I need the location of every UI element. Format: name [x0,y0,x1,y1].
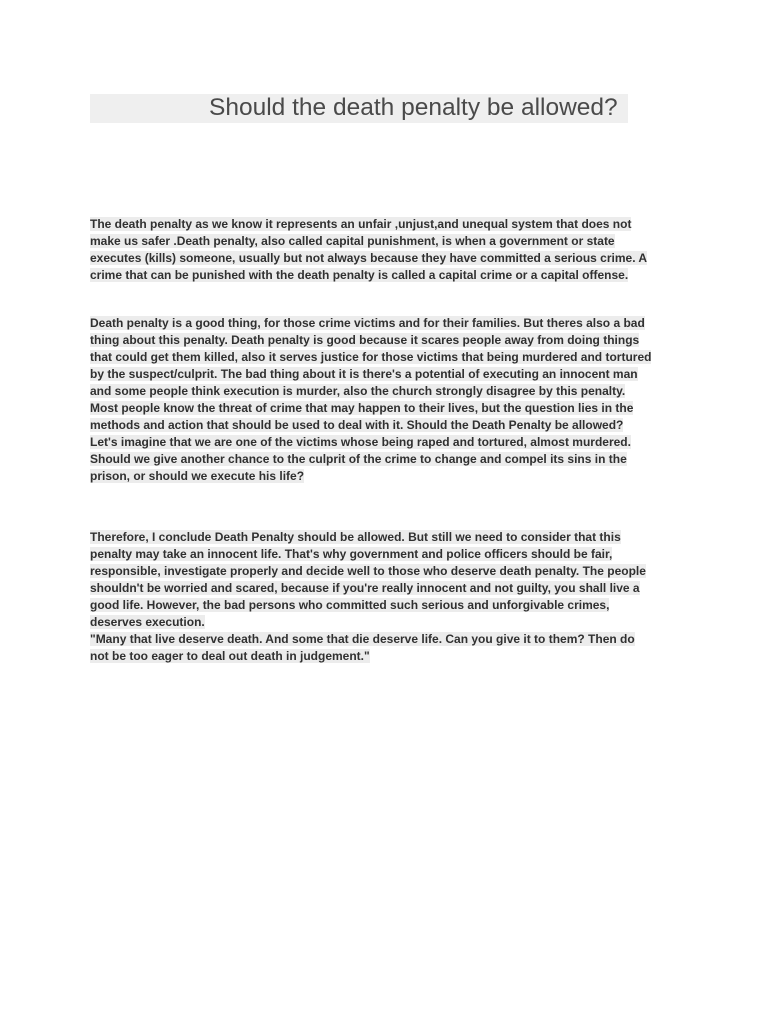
page-title: Should the death penalty be allowed? [209,94,618,121]
text-line [90,631,690,648]
text-line [90,546,690,563]
text-line-content: Let's imagine that we are one of the victims whose being raped and tortured, almost murdered. [90,435,631,449]
text-line [90,417,690,434]
text-line [90,614,690,631]
text-line [90,250,690,267]
text-line [90,383,690,400]
text-line-content: make us safer .Death penalty, also called capital punishment, is when a government or state [90,234,615,248]
text-line [90,648,690,665]
text-line-content: responsible, investigate properly and decide well to those who deserve death penalty. The people [90,564,646,578]
text-line [90,580,690,597]
text-line-content: crime that can be punished with the death penalty is called a capital crime or a capital offense. [90,268,629,282]
text-line-content: "Many that live deserve death. And some that die deserve life. Can you give it to them? Then do [90,632,635,646]
text-line [90,468,690,485]
text-line [90,267,690,284]
text-line-content: penalty may take an innocent life. That's why government and police officers should be fair, [90,547,613,561]
text-line-content: good life. However, the bad persons who committed such serious and unforgivable crimes, [90,598,610,612]
text-line-content: Most people know the threat of crime that may happen to their lives, but the question lies in the [90,401,634,415]
text-line [90,451,690,468]
paragraph-intro [90,216,690,284]
text-line [90,529,690,546]
text-line-content: and some people think execution is murder, also the church strongly disagree by this penalty. [90,384,626,398]
text-line-content: methods and action that should be used to deal with it. Should the Death Penalty be allowed? [90,418,624,432]
text-line [90,434,690,451]
text-line-content: thing about this penalty. Death penalty is good because it scares people away from doing things [90,333,640,347]
paragraph-conclusion [90,529,690,665]
text-line [90,332,690,349]
text-line [90,400,690,417]
text-line-content: Death penalty is a good thing, for those crime victims and for their families. But theres also a bad [90,316,645,330]
text-line-content: The death penalty as we know it represents an unfair ,unjust,and unequal system that does not [90,217,632,231]
text-line-content: deserves execution. [90,615,205,629]
text-line-content: not be too eager to deal out death in judgement." [90,649,370,663]
text-line [90,216,690,233]
text-line-content: by the suspect/culprit. The bad thing about it is there's a potential of executing an innocent man [90,367,638,381]
text-line-content: prison, or should we execute his life? [90,469,305,483]
text-line-content: Therefore, I conclude Death Penalty should be allowed. But still we need to consider that this [90,530,621,544]
text-line-content: Should we give another chance to the culprit of the crime to change and compel its sins in the [90,452,627,466]
paragraph-body [90,315,690,485]
text-line [90,597,690,614]
text-line [90,315,690,332]
text-line-content: shouldn't be worried and scared, because if you're really innocent and not guilty, you shall live a [90,581,640,595]
text-line-content: that could get them killed, also it serves justice for those victims that being murdered and tortured [90,350,652,364]
text-line [90,349,690,366]
text-line [90,563,690,580]
text-line-content: executes (kills) someone, usually but not always because they have committed a serious crime. A [90,251,648,265]
text-line [90,233,690,250]
text-line [90,366,690,383]
